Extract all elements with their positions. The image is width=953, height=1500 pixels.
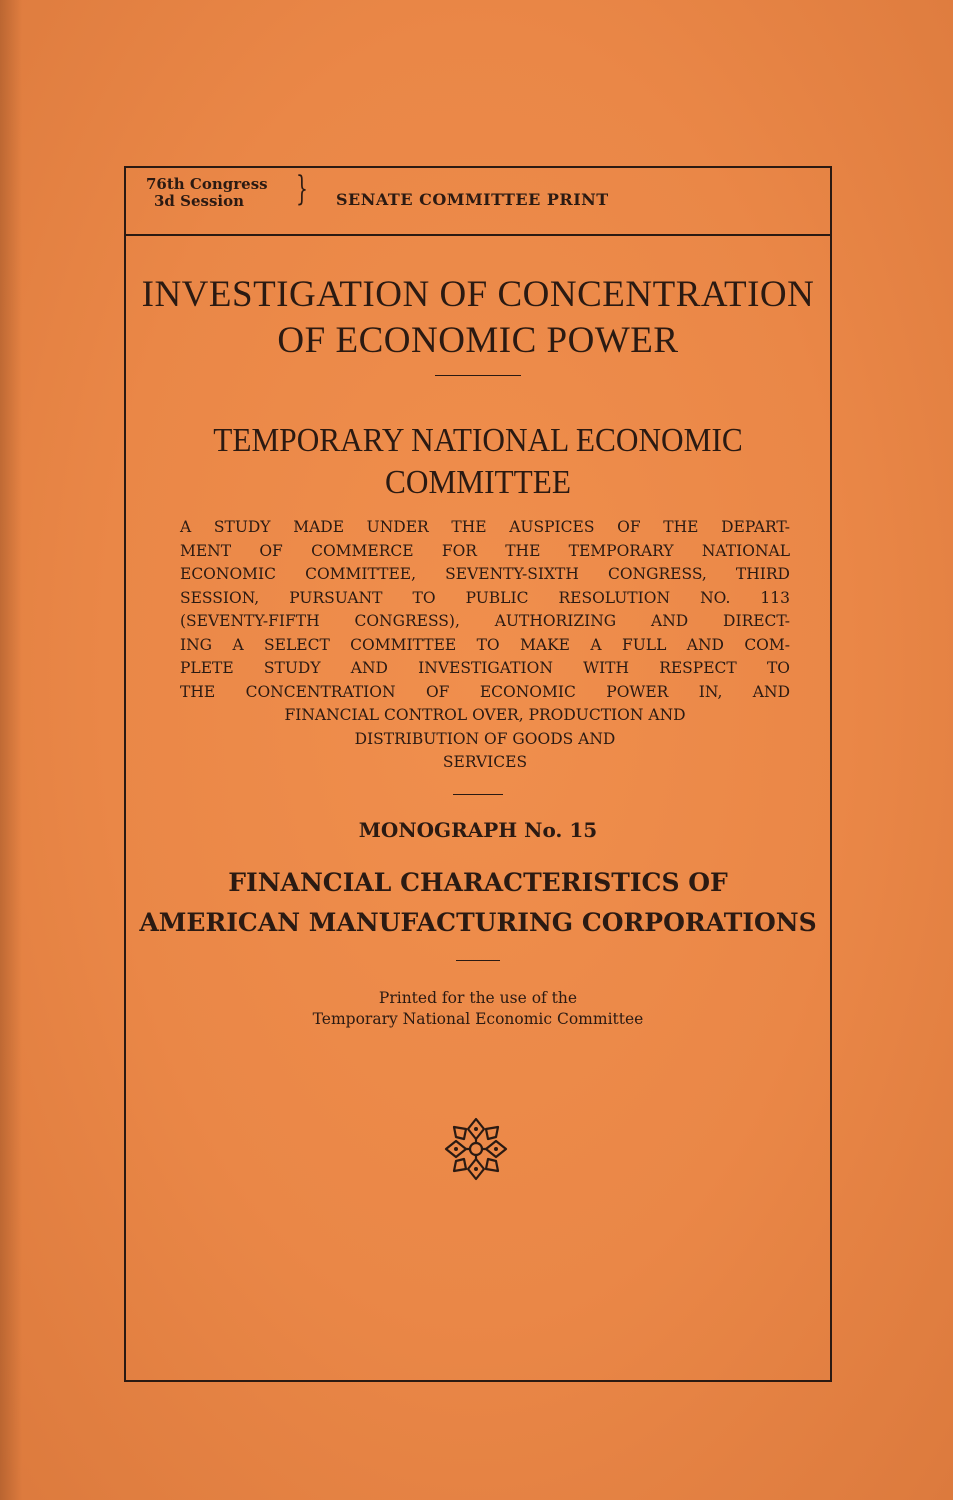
printed-for-note — [126, 988, 830, 1030]
divider-rule — [456, 960, 500, 961]
study-line: THE CONCENTRATION OF ECONOMIC POWER IN, AND — [180, 682, 790, 701]
printed-for-line-1: Printed for the use of the — [378, 989, 578, 1007]
study-line: MENT OF COMMERCE FOR THE TEMPORARY NATIONAL — [180, 541, 790, 560]
committee-print-label: SENATE COMMITTEE PRINT — [336, 190, 609, 209]
monograph-title-line-1: FINANCIAL CHARACTERISTICS OF — [228, 868, 728, 897]
study-description — [180, 516, 790, 775]
study-line: ING A SELECT COMMITTEE TO MAKE A FULL AND COM- — [180, 635, 790, 654]
study-line: SERVICES — [442, 753, 528, 771]
committee-title-line-1: TEMPORARY NATIONAL ECONOMIC — [213, 422, 743, 459]
congress-session-block — [146, 176, 268, 210]
divider-rule — [453, 794, 503, 795]
congress-label: 76th Congress — [146, 175, 268, 193]
committee-title-line-2: COMMITTEE — [385, 464, 571, 501]
study-line: PLETE STUDY AND INVESTIGATION WITH RESPECT TO — [180, 659, 790, 677]
monograph-title — [126, 863, 830, 943]
session-label: 3d Session — [154, 192, 245, 210]
study-line: FINANCIAL CONTROL OVER, PRODUCTION AND — [284, 706, 686, 724]
cover-frame — [124, 166, 832, 1382]
printer-ornament-icon — [440, 1113, 512, 1185]
monograph-number: MONOGRAPH No. 15 — [358, 818, 598, 842]
study-line: (SEVENTY-FIFTH CONGRESS), AUTHORIZING AND DIRECT- — [180, 612, 790, 630]
study-line: SESSION, PURSUANT TO PUBLIC RESOLUTION NO. 113 — [180, 588, 790, 607]
printed-for-line-2: Temporary National Economic Committee — [312, 1010, 644, 1028]
divider-rule — [435, 375, 521, 376]
main-title — [126, 272, 830, 364]
study-line: ECONOMIC COMMITTEE, SEVENTY-SIXTH CONGRESS, THIRD — [180, 565, 790, 583]
study-line: A STUDY MADE UNDER THE AUSPICES OF THE DEPART- — [180, 518, 790, 536]
header-row — [126, 168, 830, 236]
main-title-line-2: OF ECONOMIC POWER — [277, 320, 679, 361]
study-line: DISTRIBUTION OF GOODS AND — [354, 729, 616, 748]
monograph-title-line-2: AMERICAN MANUFACTURING CORPORATIONS — [139, 908, 817, 937]
brace-icon: } — [296, 169, 308, 209]
committee-title — [154, 420, 802, 504]
main-title-line-1: INVESTIGATION OF CONCENTRATION — [141, 274, 815, 315]
